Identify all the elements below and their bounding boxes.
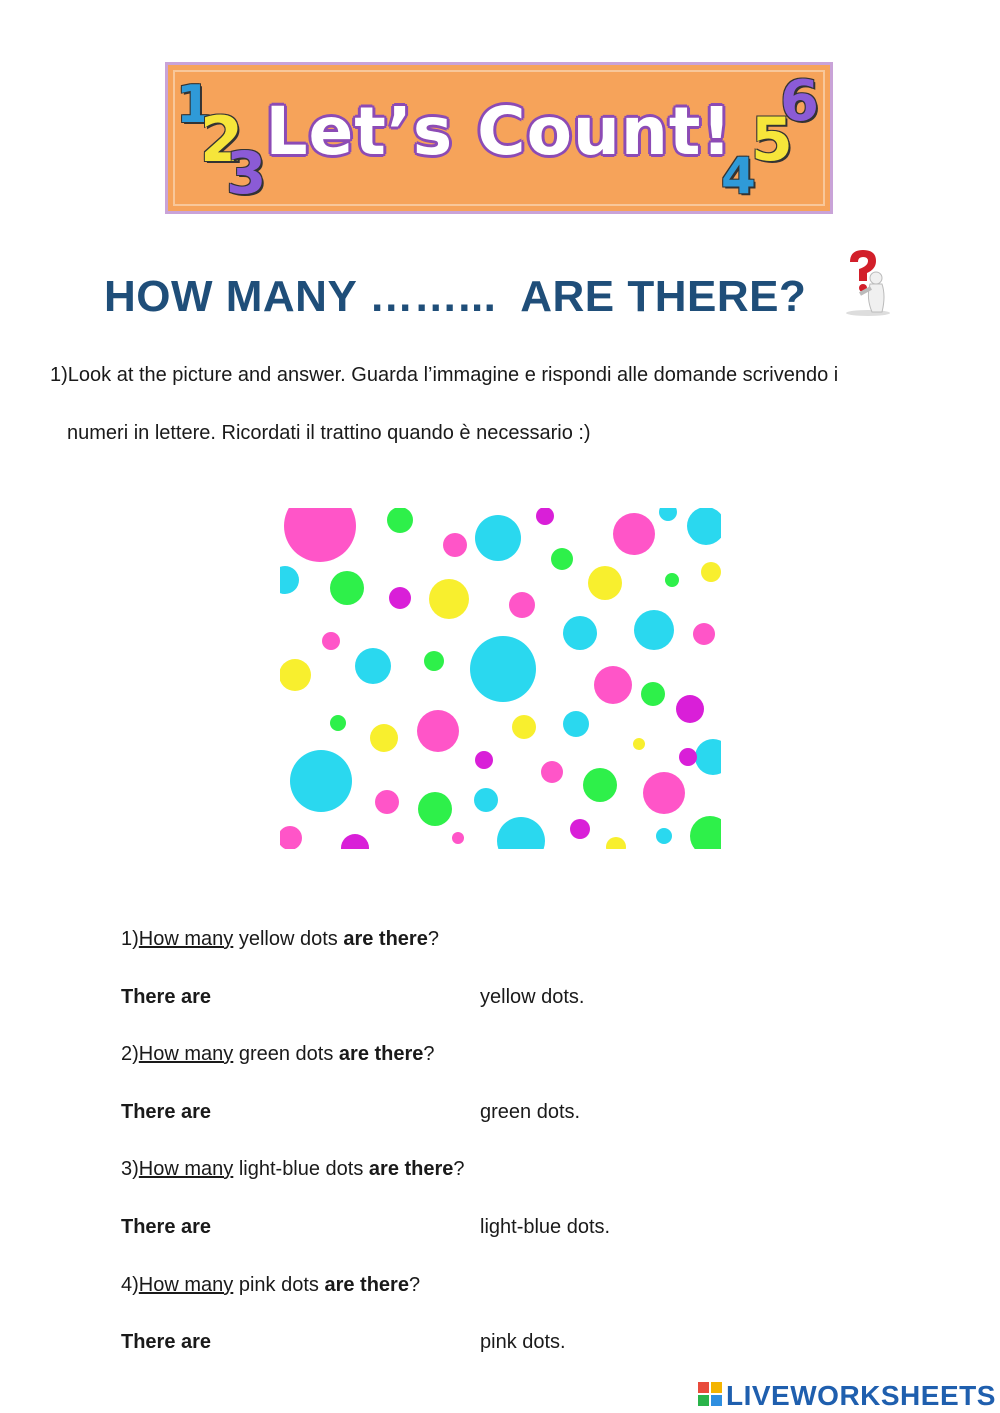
purple-dot [389, 587, 411, 609]
page-heading: HOW MANY ……... ARE THERE? [104, 272, 807, 321]
yellow-dot [280, 659, 311, 691]
question-mark: ? [453, 1158, 465, 1180]
yellow-dot [606, 837, 626, 849]
pink-dot [613, 513, 655, 555]
green-dot [641, 682, 665, 706]
light-blue-dot [470, 636, 536, 702]
banner-title: Let’s Count! [265, 93, 733, 170]
light-blue-dot [355, 648, 391, 684]
yellow-dot [512, 715, 536, 739]
light-blue-dot [474, 788, 498, 812]
pink-dot [375, 790, 399, 814]
pink-dot [594, 666, 632, 704]
question-4 [121, 1274, 420, 1297]
question-subject: pink dots [233, 1274, 325, 1296]
banner-number-1: 1 [176, 75, 213, 135]
how-many-text: How many [138, 1043, 234, 1065]
green-dot [583, 768, 617, 802]
green-dot [330, 571, 364, 605]
banner-number-5: 5 [751, 105, 793, 175]
answer-4-label: There are [121, 1331, 212, 1353]
pink-dot [322, 632, 340, 650]
question-figure-icon [830, 248, 900, 318]
green-dot [551, 548, 573, 570]
instruction-line-2: numeri in lettere. Ricordati il trattino quando è necessario :) [67, 422, 591, 444]
yellow-dot [701, 562, 721, 582]
answer-1-tail: yellow dots. [480, 986, 585, 1008]
yellow-dot [633, 738, 645, 750]
green-dot [418, 792, 452, 826]
green-dot [424, 651, 444, 671]
purple-dot [536, 508, 554, 525]
liveworksheets-logo-icon [698, 1382, 722, 1406]
yellow-dot [588, 566, 622, 600]
question-number: 3) [121, 1158, 139, 1180]
banner-number-2: 2 [200, 103, 244, 176]
light-blue-dot [687, 508, 721, 545]
yellow-dot [429, 579, 469, 619]
pink-dot [417, 710, 459, 752]
pink-dot [643, 772, 685, 814]
question-subject: yellow dots [233, 928, 344, 950]
are-there-text: are there [324, 1274, 409, 1296]
question-mark: ? [423, 1043, 435, 1065]
banner-number-6: 6 [780, 69, 819, 134]
light-blue-dot [563, 711, 589, 737]
how-many-text: How many [138, 1158, 234, 1180]
how-many-text: How many [138, 928, 234, 950]
purple-dot [475, 751, 493, 769]
banner-number-4: 4 [721, 147, 756, 205]
green-dot [690, 816, 721, 849]
green-dot [387, 508, 413, 533]
light-blue-dot [695, 739, 721, 775]
answer-3-label: There are [121, 1216, 212, 1238]
light-blue-dot [563, 616, 597, 650]
question-mark: ? [427, 928, 439, 950]
answer-2-label: There are [121, 1101, 212, 1123]
how-many-text: How many [138, 1274, 234, 1296]
banner-number-3: 3 [226, 139, 267, 207]
lets-count-banner [165, 62, 833, 214]
purple-dot [676, 695, 704, 723]
answer-3-tail: light-blue dots. [480, 1216, 611, 1238]
are-there-text: are there [368, 1158, 454, 1180]
question-2 [121, 1043, 435, 1066]
question-3 [121, 1158, 465, 1181]
pink-dot [452, 832, 464, 844]
light-blue-dot [659, 508, 677, 521]
light-blue-dot [656, 828, 672, 844]
light-blue-dot [497, 817, 545, 849]
purple-dot [341, 834, 369, 849]
instruction-line-1: 1)Look at the picture and answer. Guarda l’immagine e rispondi alle domande scrivendo i [50, 364, 839, 386]
pink-dot [443, 533, 467, 557]
question-subject: light-blue dots [233, 1158, 369, 1180]
question-subject: green dots [233, 1043, 339, 1065]
answer-1-label: There are [121, 986, 212, 1008]
are-there-text: are there [338, 1043, 424, 1065]
question-1 [121, 928, 439, 951]
light-blue-dot [634, 610, 674, 650]
yellow-dot [370, 724, 398, 752]
light-blue-dot [290, 750, 352, 812]
green-dot [665, 573, 679, 587]
are-there-text: are there [343, 928, 428, 950]
question-mark: ? [408, 1274, 421, 1296]
pink-dot [509, 592, 535, 618]
pink-dot [284, 508, 356, 562]
answer-4-tail: pink dots. [480, 1331, 566, 1353]
purple-dot [679, 748, 697, 766]
green-dot [330, 715, 346, 731]
question-number: 4) [121, 1274, 139, 1296]
pink-dot [693, 623, 715, 645]
light-blue-dot [280, 566, 299, 594]
colored-dots-picture [280, 508, 721, 849]
pink-dot [280, 826, 302, 849]
answer-2-tail: green dots. [480, 1101, 581, 1123]
purple-dot [570, 819, 590, 839]
light-blue-dot [475, 515, 521, 561]
pink-dot [541, 761, 563, 783]
question-number: 2) [121, 1043, 139, 1065]
liveworksheets-brand[interactable]: LIVEWORKSHEETS [726, 1380, 996, 1411]
question-number: 1) [121, 928, 139, 950]
